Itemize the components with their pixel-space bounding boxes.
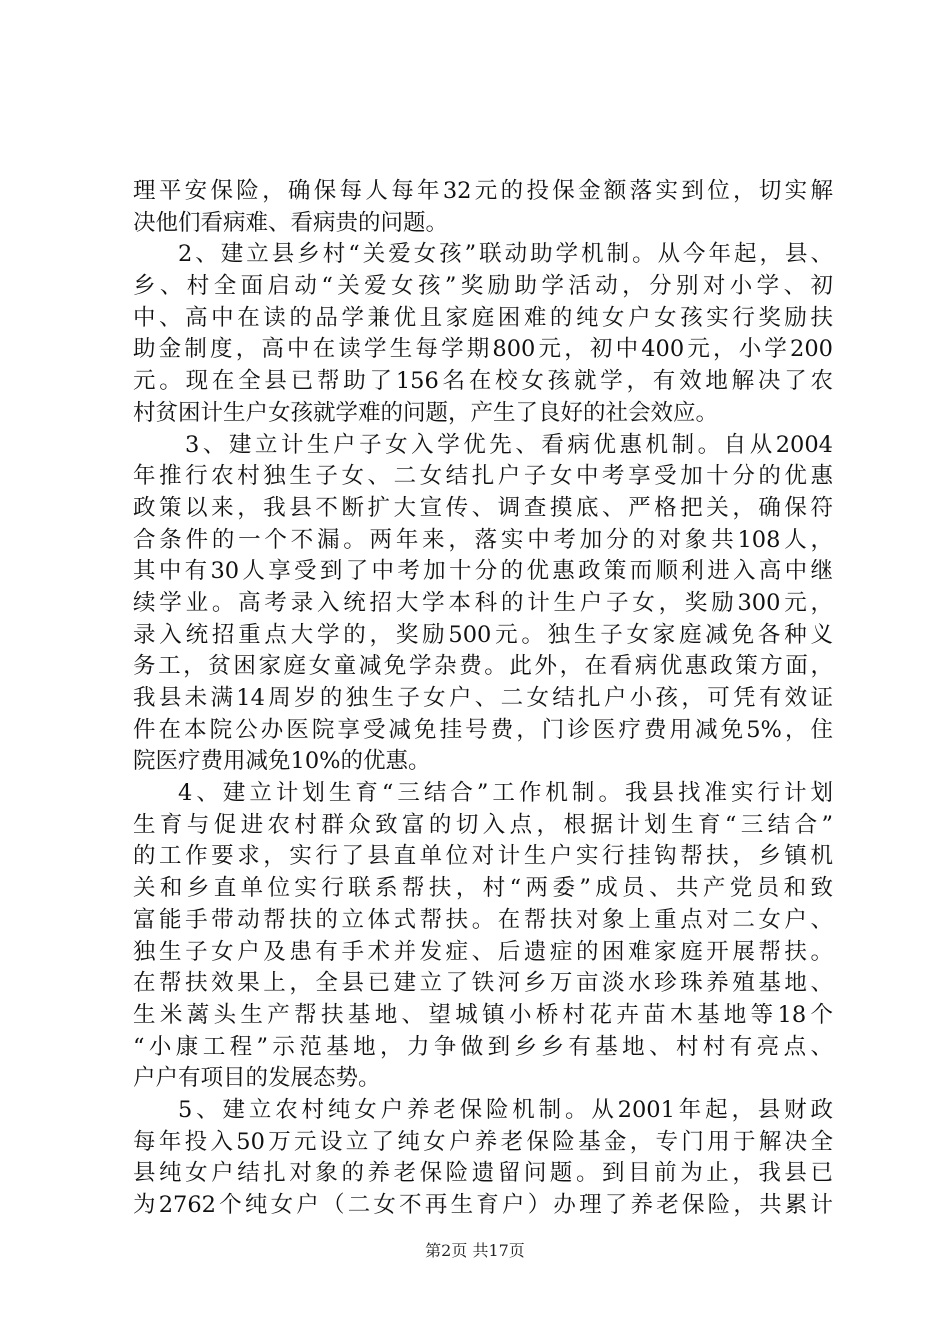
body-text-line: 件在本院公办医院享受减免挂号费，门诊医疗费用减免5%，住 <box>133 716 833 743</box>
body-text-line: 关和乡直单位实行联系帮扶，村“两委”成员、共产党员和致 <box>133 875 833 902</box>
body-text-line: 助金制度，高中在读学生每学期800元，初中400元，小学200 <box>133 336 833 363</box>
body-text-line: 村贫困计生户女孩就学难的问题，产生了良好的社会效应。 <box>133 399 719 426</box>
body-text-line: 生育与促进农村群众致富的切入点，根据计划生育“三结合” <box>133 811 833 838</box>
body-text-line: 富能手带动帮扶的立体式帮扶。在帮扶对象上重点对二女户、 <box>133 906 833 933</box>
body-text-line: 务工，贫困家庭女童减免学杂费。此外，在看病优惠政策方面， <box>133 653 833 680</box>
body-text-line: 合条件的一个不漏。两年来，落实中考加分的对象共108人， <box>133 526 833 553</box>
body-text-line: 录入统招重点大学的，奖励500元。独生子女家庭减免各种义 <box>133 621 833 648</box>
body-text-line: 在帮扶效果上，全县已建立了铁河乡万亩淡水珍珠养殖基地、 <box>133 970 833 997</box>
body-text-line: 独生子女户及患有手术并发症、后遗症的困难家庭开展帮扶。 <box>133 938 833 965</box>
body-text-line: 其中有30人享受到了中考加十分的优惠政策而顺利进入高中继 <box>133 558 833 585</box>
body-text-line: 2、建立县乡村“关爱女孩”联动助学机制。从今年起，县、 <box>178 241 833 268</box>
body-text-line: 为2762个纯女户（二女不再生育户）办理了养老保险，共累计 <box>133 1192 833 1218</box>
body-text-line: 5、建立农村纯女户养老保险机制。从2001年起，县财政 <box>178 1096 833 1123</box>
body-text-line: 我县未满14周岁的独生子女户、二女结扎户小孩，可凭有效证 <box>133 685 833 711</box>
body-text-line: 政策以来，我县不断扩大宣传、调查摸底、严格把关，确保符 <box>133 494 833 521</box>
body-text-line: 生米蓠头生产帮扶基地、望城镇小桥村花卉苗木基地等18个 <box>133 1001 833 1028</box>
body-text-line: 3、建立计生户子女入学优先、看病优惠机制。自从2004 <box>185 431 833 458</box>
body-text-line: 的工作要求，实行了县直单位对计生户实行挂钩帮扶，乡镇机 <box>133 843 833 870</box>
body-text-line: 元。现在全县已帮助了156名在校女孩就学，有效地解决了农 <box>133 368 833 395</box>
body-text-line: 理平安保险，确保每人每年32元的投保金额落实到位，切实解 <box>133 178 833 204</box>
body-text-line: 中、高中在读的品学兼优且家庭困难的纯女户女孩实行奖励扶 <box>133 304 833 331</box>
body-text-line: 续学业。高考录入统招大学本科的计生户子女，奖励300元， <box>133 589 833 616</box>
body-text-line: “小康工程”示范基地，力争做到乡乡有基地、村村有亮点、 <box>133 1033 833 1060</box>
body-text-line: 4、建立计划生育“三结合”工作机制。我县找准实行计划 <box>178 780 833 807</box>
document-body <box>133 176 833 1222</box>
body-text-line: 院医疗费用减免10%的优惠。 <box>133 748 431 775</box>
body-text-line: 乡、村全面启动“关爱女孩”奖励助学活动，分别对小学、初 <box>133 273 833 300</box>
page-footer: 第2页 共17页 <box>425 1241 525 1260</box>
body-text-line: 县纯女户结扎对象的养老保险遗留问题。到目前为止，我县已 <box>133 1160 833 1187</box>
body-text-line: 户户有项目的发展态势。 <box>133 1065 381 1092</box>
body-text-line: 决他们看病难、看病贵的问题。 <box>133 209 449 236</box>
body-text-line: 每年投入50万元设立了纯女户养老保险基金，专门用于解决全 <box>133 1128 833 1155</box>
body-text-line: 年推行农村独生子女、二女结扎户子女中考享受加十分的优惠 <box>133 463 833 490</box>
